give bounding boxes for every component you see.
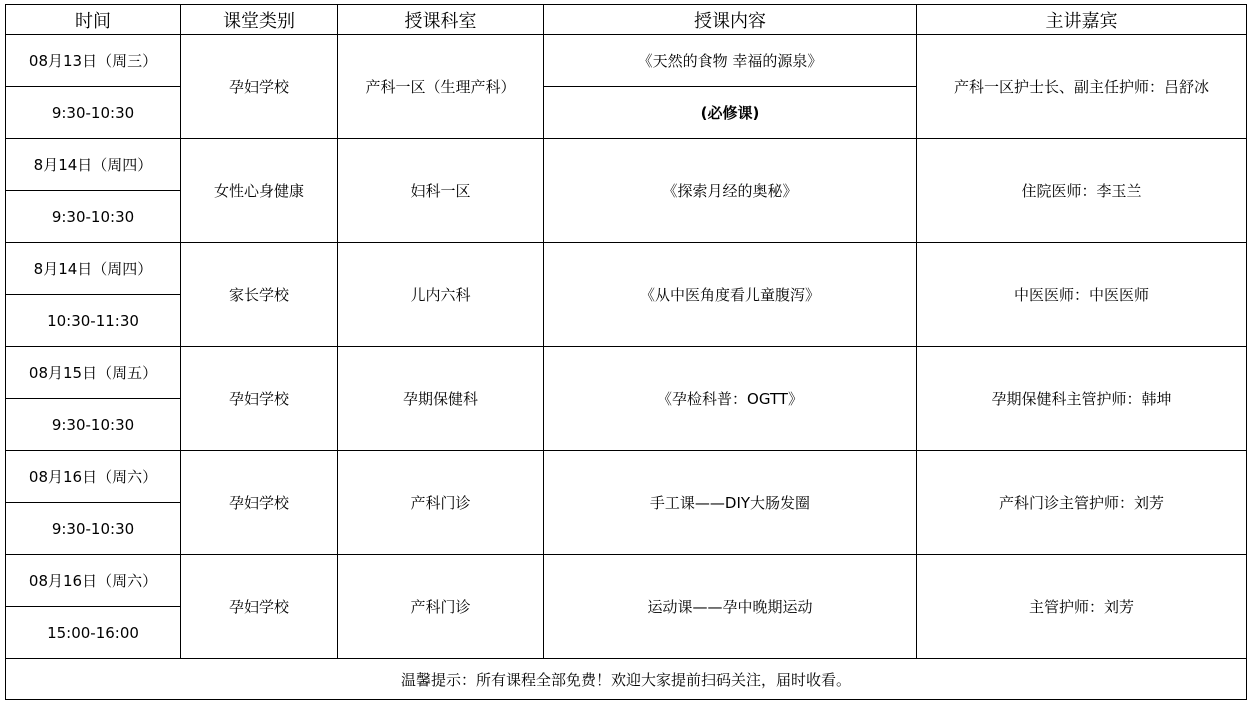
header-time: 时间 <box>6 5 181 35</box>
content-cell: 手工课——DIY大肠发圈 <box>544 451 917 555</box>
table-row <box>6 139 1247 191</box>
time-cell: 15:00-16:00 <box>6 607 181 659</box>
department-cell: 妇科一区 <box>338 139 544 243</box>
content-cell: 《从中医角度看儿童腹泻》 <box>544 243 917 347</box>
speaker-cell: 住院医师：李玉兰 <box>917 139 1247 243</box>
category-cell: 家长学校 <box>181 243 338 347</box>
time-cell: 9:30-10:30 <box>6 503 181 555</box>
department-cell: 产科一区（生理产科） <box>338 35 544 139</box>
content-cell: 《天然的食物 幸福的源泉》 <box>544 35 917 87</box>
department-cell: 产科门诊 <box>338 451 544 555</box>
speaker-cell: 中医医师：中医医师 <box>917 243 1247 347</box>
time-cell: 10:30-11:30 <box>6 295 181 347</box>
header-speaker: 主讲嘉宾 <box>917 5 1247 35</box>
date-cell: 08月16日（周六） <box>6 451 181 503</box>
date-cell: 8月14日（周四） <box>6 243 181 295</box>
table-row <box>6 347 1247 399</box>
content-note-cell: (必修课) <box>544 87 917 139</box>
speaker-cell: 孕期保健科主管护师：韩坤 <box>917 347 1247 451</box>
footer-row <box>6 659 1247 700</box>
schedule-table <box>5 4 1247 700</box>
speaker-cell: 主管护师：刘芳 <box>917 555 1247 659</box>
table-row <box>6 243 1247 295</box>
date-cell: 08月15日（周五） <box>6 347 181 399</box>
category-cell: 孕妇学校 <box>181 347 338 451</box>
department-cell: 孕期保健科 <box>338 347 544 451</box>
time-cell: 9:30-10:30 <box>6 191 181 243</box>
header-department: 授课科室 <box>338 5 544 35</box>
category-cell: 孕妇学校 <box>181 451 338 555</box>
date-cell: 08月13日（周三） <box>6 35 181 87</box>
header-category: 课堂类别 <box>181 5 338 35</box>
header-content: 授课内容 <box>544 5 917 35</box>
department-cell: 产科门诊 <box>338 555 544 659</box>
category-cell: 孕妇学校 <box>181 555 338 659</box>
footer-note: 温馨提示：所有课程全部免费！欢迎大家提前扫码关注，届时收看。 <box>6 659 1247 700</box>
header-row <box>6 5 1247 35</box>
department-cell: 儿内六科 <box>338 243 544 347</box>
category-cell: 女性心身健康 <box>181 139 338 243</box>
table-row <box>6 451 1247 503</box>
content-cell: 《探索月经的奥秘》 <box>544 139 917 243</box>
content-cell: 《孕检科普：OGTT》 <box>544 347 917 451</box>
date-cell: 08月16日（周六） <box>6 555 181 607</box>
content-cell: 运动课——孕中晚期运动 <box>544 555 917 659</box>
date-cell: 8月14日（周四） <box>6 139 181 191</box>
table-row <box>6 555 1247 607</box>
speaker-cell: 产科一区护士长、副主任护师：吕舒冰 <box>917 35 1247 139</box>
time-cell: 9:30-10:30 <box>6 87 181 139</box>
speaker-cell: 产科门诊主管护师：刘芳 <box>917 451 1247 555</box>
category-cell: 孕妇学校 <box>181 35 338 139</box>
table-row <box>6 35 1247 87</box>
time-cell: 9:30-10:30 <box>6 399 181 451</box>
